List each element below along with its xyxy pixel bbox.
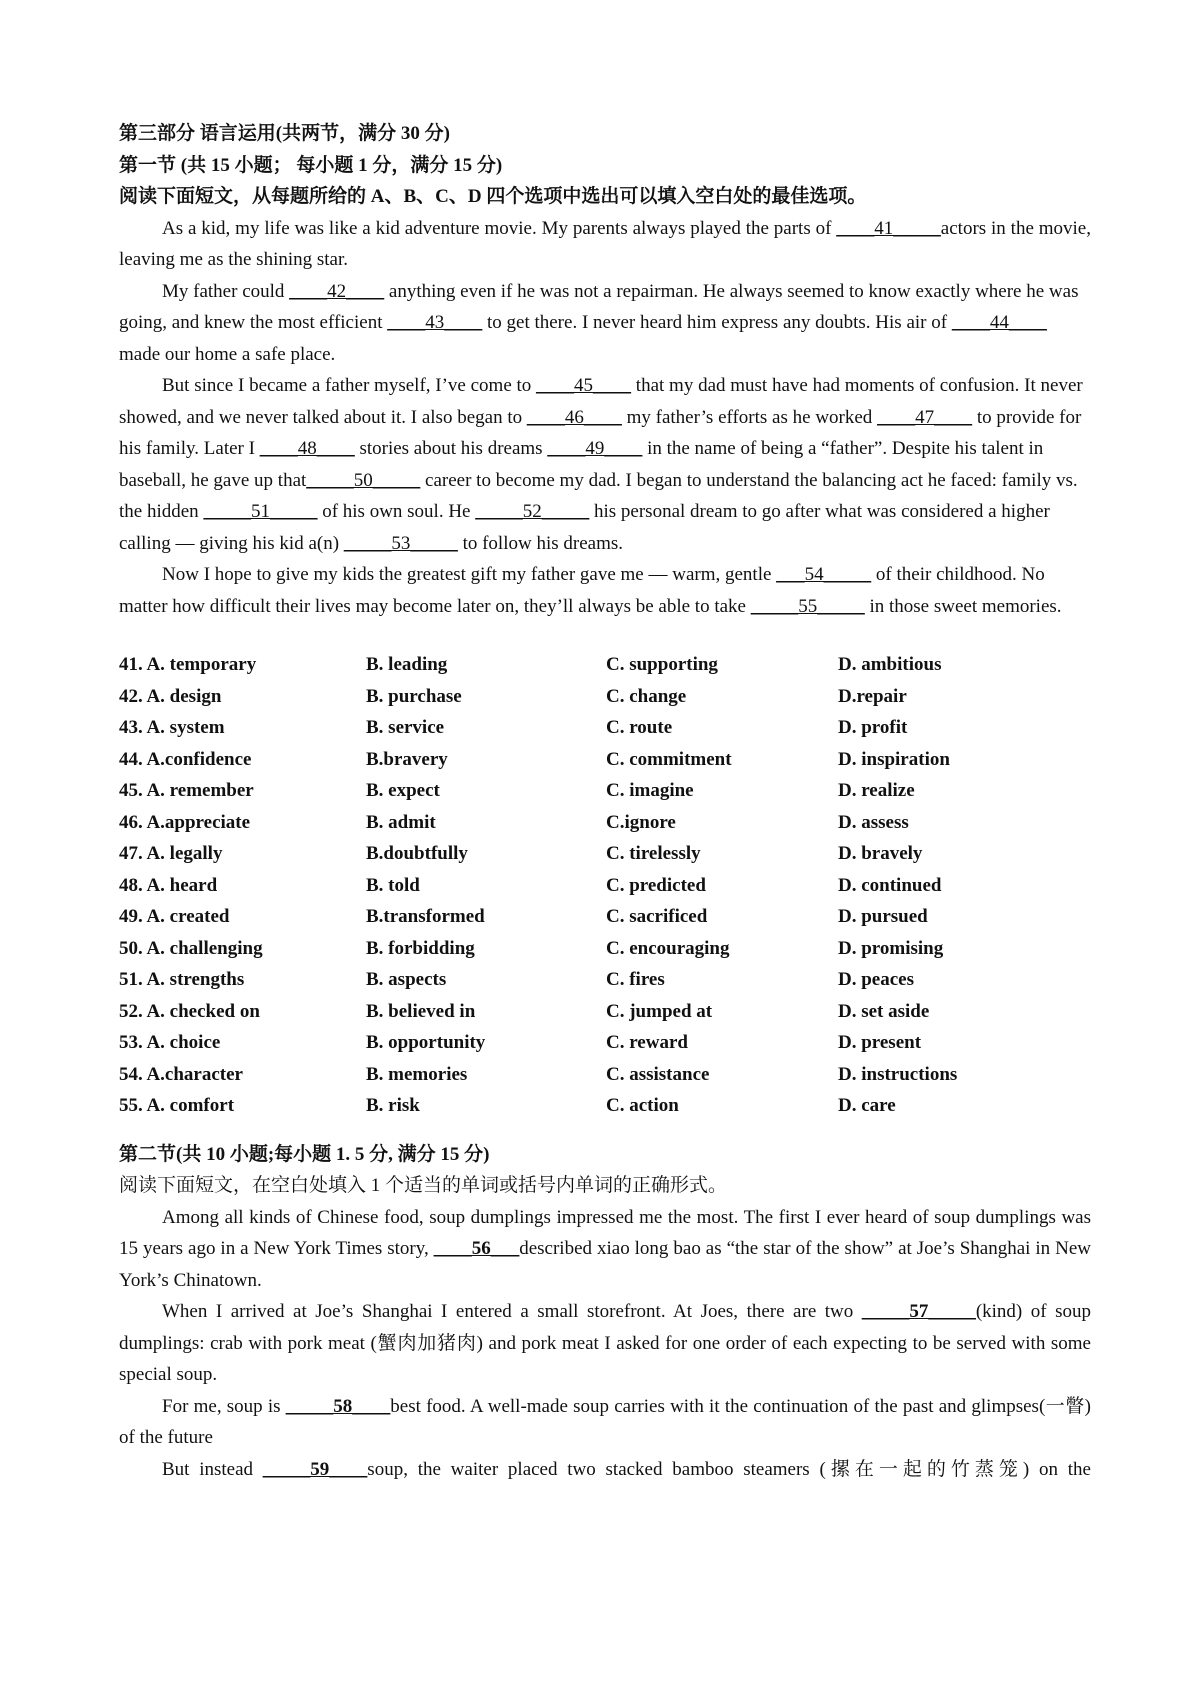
option-d[interactable]: D. assess <box>838 811 909 833</box>
blank-43[interactable]: ____43____ <box>387 312 483 333</box>
blank-57[interactable]: _____57_____ <box>861 1301 976 1322</box>
option-row <box>119 964 1091 996</box>
option-b[interactable]: B. service <box>366 717 445 738</box>
option-b[interactable]: B. told <box>366 874 420 896</box>
blank-48[interactable]: ____48____ <box>259 438 355 459</box>
option-c[interactable]: C. change <box>606 685 687 707</box>
option-d[interactable]: D. ambitious <box>838 654 942 675</box>
option-row <box>119 744 1091 776</box>
option-b[interactable]: B. opportunity <box>366 1032 486 1053</box>
blank-46[interactable]: ____46____ <box>526 406 622 428</box>
option-row <box>119 1027 1091 1059</box>
option-a[interactable]: 46. A.appreciate <box>119 811 251 833</box>
option-b[interactable]: B. risk <box>366 1095 420 1116</box>
option-b[interactable]: B.transformed <box>366 906 485 927</box>
option-c[interactable]: C.ignore <box>606 811 676 833</box>
option-row <box>119 996 1091 1028</box>
option-c[interactable]: C. sacrificed <box>606 906 708 927</box>
option-row <box>119 807 1091 839</box>
option-row <box>119 870 1091 902</box>
option-row <box>119 681 1091 713</box>
blank-54[interactable]: ___54_____ <box>776 564 872 585</box>
option-row <box>119 838 1091 870</box>
section2-title: 第二节(共 10 小题;每小题 1. 5 分, 满分 15 分) <box>119 1143 490 1165</box>
blank-44[interactable]: ____44____ <box>951 312 1047 333</box>
option-d[interactable]: D. care <box>838 1095 896 1116</box>
option-c[interactable]: C. route <box>606 717 673 738</box>
blank-51[interactable]: _____51_____ <box>203 501 318 522</box>
passage2-paragraph-2: When I arrived at Joe’s Shanghai I entered a small storefront. At Joes, there are two _____57_____(kind) of soup dumplings: crab with pork meat (蟹肉加猪肉) and pork meat I asked for one order of each expecting to be served with some special soup. <box>119 1301 1092 1385</box>
blank-50[interactable]: _____50_____ <box>306 469 421 491</box>
option-b[interactable]: B. aspects <box>366 969 447 990</box>
option-a[interactable]: 44. A.confidence <box>119 748 252 770</box>
blank-47[interactable]: ____47____ <box>877 406 973 428</box>
option-d[interactable]: D. pursued <box>838 906 928 927</box>
section1-title: 第一节 (共 15 小题； 每小题 1 分，满分 15 分) <box>119 154 503 176</box>
option-d[interactable]: D. promising <box>838 937 944 959</box>
option-row <box>119 1090 1091 1122</box>
section2-instructions: 阅读下面短文，在空白处填入 1 个适当的单词或括号内单词的正确形式。 <box>119 1175 728 1196</box>
option-a[interactable]: 51. A. strengths <box>119 969 245 990</box>
option-b[interactable]: B. leading <box>366 654 448 675</box>
blank-53[interactable]: _____53_____ <box>343 532 458 554</box>
option-d[interactable]: D. present <box>838 1032 922 1053</box>
option-d[interactable]: D. bravely <box>838 843 923 864</box>
option-c[interactable]: C. commitment <box>606 748 732 770</box>
option-c[interactable]: C. imagine <box>606 780 694 801</box>
option-a[interactable]: 50. A. challenging <box>119 937 263 959</box>
blank-45[interactable]: ____45____ <box>536 375 632 396</box>
option-a[interactable]: 43. A. system <box>119 717 225 738</box>
option-d[interactable]: D. inspiration <box>838 748 950 770</box>
option-row <box>119 712 1091 744</box>
exam-page <box>119 118 1091 1485</box>
option-d[interactable]: D. peaces <box>838 969 914 990</box>
option-c[interactable]: C. encouraging <box>606 937 730 959</box>
option-b[interactable]: B. memories <box>366 1063 468 1085</box>
blank-59[interactable]: _____59____ <box>262 1458 368 1480</box>
passage1-paragraph-2: My father could ____42____ anything even if he was not a repairman. He always seemed to know exactly where he was going, and knew the most efficient ____43____ to get there. I never heard him express any doubts. His air of ____44____ made our home a safe place. <box>119 280 1079 365</box>
option-c[interactable]: C. fires <box>606 969 665 990</box>
option-a[interactable]: 48. A. heard <box>119 874 218 896</box>
blank-42[interactable]: ____42____ <box>289 280 385 302</box>
option-d[interactable]: D. realize <box>838 780 915 801</box>
blank-52[interactable]: _____52_____ <box>475 501 590 522</box>
option-d[interactable]: D. profit <box>838 717 908 738</box>
option-b[interactable]: B. forbidding <box>366 937 475 959</box>
passage1-paragraph-1: As a kid, my life was like a kid adventure movie. My parents always played the parts of ____41_____actors in the movie, leaving me as the shining star. <box>119 217 1091 270</box>
section1-instructions: 阅读下面短文，从每题所给的 A、B、C、D 四个选项中选出可以填入空白处的最佳选项。 <box>119 186 867 207</box>
option-c[interactable]: C. predicted <box>606 874 706 896</box>
option-row <box>119 933 1091 965</box>
passage2-paragraph-3: For me, soup is _____58____best food. A well-made soup carries with it the continuation of the past and glimpses(一瞥) of the future <box>119 1395 1091 1448</box>
option-a[interactable]: 41. A. temporary <box>119 654 257 675</box>
option-d[interactable]: D. continued <box>838 874 942 896</box>
option-b[interactable]: B. expect <box>366 780 440 801</box>
blank-49[interactable]: ____49____ <box>547 438 643 459</box>
option-b[interactable]: B.doubtfully <box>366 843 468 864</box>
options-table <box>119 649 1091 1122</box>
passage2-paragraph-1: Among all kinds of Chinese food, soup dumplings impressed me the most. The first I ever heard of soup dumplings was 15 years ago in a New York Times story, ____56___described xiao long bao as “the star of the show” at Joe’s Shanghai in New York’s Chinatown. <box>119 1206 1091 1291</box>
option-row <box>119 775 1091 807</box>
option-d[interactable]: D. set aside <box>838 1000 930 1022</box>
blank-56[interactable]: ____56___ <box>433 1238 520 1259</box>
option-c[interactable]: C. assistance <box>606 1063 710 1085</box>
option-a[interactable]: 52. A. checked on <box>119 1000 260 1022</box>
blank-58[interactable]: _____58____ <box>285 1395 391 1417</box>
option-row <box>119 1059 1091 1091</box>
option-a[interactable]: 42. A. design <box>119 685 222 707</box>
option-a[interactable]: 47. A. legally <box>119 843 223 864</box>
blank-41[interactable]: ____41_____ <box>836 217 941 239</box>
option-a[interactable]: 53. A. choice <box>119 1032 221 1053</box>
option-c[interactable]: C. tirelessly <box>606 843 701 864</box>
option-c[interactable]: C. reward <box>606 1032 688 1053</box>
option-d[interactable]: D. instructions <box>838 1063 958 1085</box>
passage1-paragraph-3: But since I became a father myself, I’ve come to ____45____ that my dad must have had moments of confusion. It never showed, and we never talked about it. I also began to ____46____ my father’s efforts as he worked ____47____ to provide for his family. Later I ____48____ stories about his dreams ____49____ in the name of being a “father”. Despite his talent in baseball, he gave up that_____50_____ career to become my dad. I began to understand the balancing act he faced: family vs. the hidden _____51_____ of his own soul. He _____52_____ his personal dream to go after what was considered a higher calling — giving his kid a(n) _____53_____ to follow his dreams. <box>119 375 1083 554</box>
blank-55[interactable]: _____55_____ <box>750 595 865 617</box>
option-b[interactable]: B. admit <box>366 811 436 833</box>
option-row <box>119 901 1091 933</box>
option-c[interactable]: C. action <box>606 1095 679 1116</box>
option-a[interactable]: 54. A.character <box>119 1063 243 1085</box>
passage2-paragraph-4: But instead _____59____soup, the waiter placed two stacked bamboo steamers (摞在一起的竹蒸笼) on the <box>162 1458 1091 1480</box>
option-a[interactable]: 55. A. comfort <box>119 1095 235 1116</box>
option-a[interactable]: 49. A. created <box>119 906 230 927</box>
option-a[interactable]: 45. A. remember <box>119 780 254 801</box>
option-b[interactable]: B. purchase <box>366 685 462 707</box>
option-row <box>119 649 1091 681</box>
passage1-paragraph-4: Now I hope to give my kids the greatest gift my father gave me — warm, gentle ___54_____ of their childhood. No matter how difficult their lives may become later on, they’ll always be able to take _____55_____ in those sweet memories. <box>119 564 1062 617</box>
option-c[interactable]: C. supporting <box>606 654 718 675</box>
option-c[interactable]: C. jumped at <box>606 1000 713 1022</box>
option-b[interactable]: B. believed in <box>366 1000 476 1022</box>
option-d[interactable]: D.repair <box>838 685 907 707</box>
part3-title: 第三部分 语言运用(共两节，满分 30 分) <box>119 123 450 144</box>
option-b[interactable]: B.bravery <box>366 748 448 770</box>
